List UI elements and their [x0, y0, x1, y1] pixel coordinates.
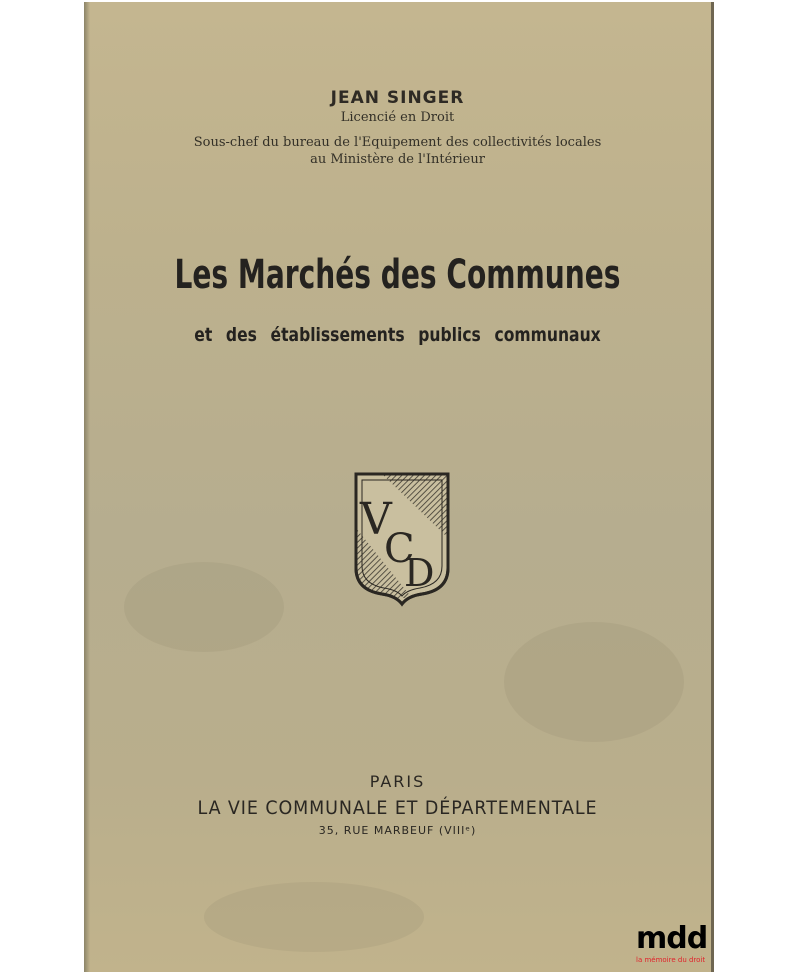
mdd-logo: mdd — [636, 921, 708, 956]
book-cover — [84, 2, 714, 972]
author-position-line1: Sous-chef du bureau de l'Equipement des collectivités locales — [193, 135, 602, 150]
emblem-letter-v: V — [360, 494, 392, 545]
mdd-tagline: la mémoire du droit — [636, 956, 706, 964]
publisher-city: PARIS — [369, 772, 426, 791]
shield-emblem-icon — [352, 468, 452, 608]
emblem-letter-c: C — [384, 526, 415, 572]
emblem-letter-d: D — [404, 551, 435, 595]
paper-stain — [124, 562, 284, 652]
publisher-address: 35, RUE MARBEUF (VIIIᵉ) — [318, 824, 477, 837]
paper-stain — [504, 622, 684, 742]
book-title: Les Marchés des Communes — [174, 252, 621, 298]
book-subtitle: et des établissements publics communaux — [194, 324, 601, 346]
mdd-watermark — [636, 922, 716, 972]
author-position-line2: au Ministère de l'Intérieur — [310, 152, 485, 167]
author-degree: Licencié en Droit — [340, 110, 455, 125]
publisher-name: LA VIE COMMUNALE ET DÉPARTEMENTALE — [197, 797, 598, 819]
paper-stain — [204, 882, 424, 952]
author-name: JEAN SINGER — [330, 88, 465, 108]
